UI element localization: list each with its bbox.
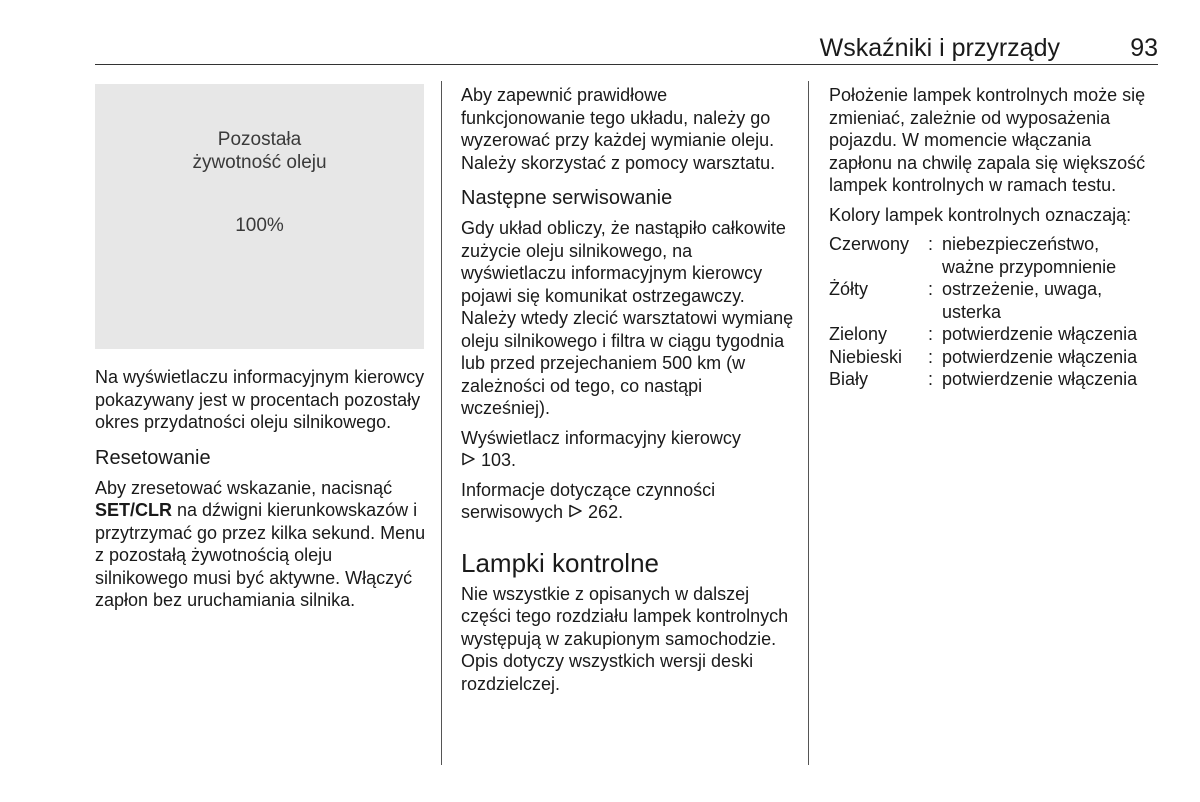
reference-2-page[interactable]: 262. bbox=[588, 502, 624, 522]
column-divider-1 bbox=[441, 81, 442, 765]
color-description: potwierdzenie włączenia bbox=[942, 346, 1138, 367]
color-name: Zielony bbox=[829, 324, 888, 344]
header-rule bbox=[95, 64, 1158, 65]
color-separator: : bbox=[928, 234, 934, 254]
oil-life-label bbox=[95, 84, 424, 174]
color-row-yellow bbox=[829, 278, 1156, 323]
reference-service-info bbox=[461, 479, 794, 524]
color-name: Czerwony bbox=[829, 234, 910, 254]
oil-life-label-line1: Pozostała bbox=[217, 129, 302, 150]
lamp-colors-intro: Kolory lampek kontrolnych oznaczają: bbox=[829, 204, 1132, 225]
column-1 bbox=[95, 84, 427, 619]
reference-2-text: Informacje dotyczące czynności serwisowych bbox=[461, 479, 716, 522]
color-name: Biały bbox=[829, 369, 869, 389]
color-separator: : bbox=[928, 346, 934, 367]
color-row-green bbox=[829, 323, 1156, 346]
color-description: potwierdzenie włączenia bbox=[942, 369, 1138, 389]
section-title: Wskaźniki i przyrządy bbox=[819, 34, 1060, 62]
oil-life-value: 100% bbox=[235, 215, 284, 236]
column-2 bbox=[461, 84, 794, 702]
arrow-reference-icon bbox=[461, 452, 478, 466]
color-separator: : bbox=[928, 279, 934, 299]
color-description: potwierdzenie włączenia bbox=[942, 324, 1138, 344]
intro-paragraph: Na wyświetlaczu informacyjnym kierowcy pokazywany jest w procentach pozostały okres przydatności oleju silnikowego. bbox=[95, 367, 425, 432]
reset-heading: Resetowanie bbox=[95, 446, 211, 469]
reset-continuation-paragraph: Aby zapewnić prawidłowe funkcjonowanie tego układu, należy go wyzerować przy każdej wymianie oleju. Należy skorzystać z pomocy warsztatu. bbox=[461, 85, 776, 173]
reference-1-page[interactable]: 103. bbox=[481, 450, 517, 470]
reset-paragraph bbox=[95, 477, 427, 612]
color-row-blue bbox=[829, 346, 1156, 369]
reset-text-before: Aby zresetować wskazanie, nacisnąć bbox=[95, 477, 393, 498]
set-clr-button-name: SET/CLR bbox=[95, 500, 173, 520]
color-name: Niebieski bbox=[829, 346, 903, 367]
reset-text-after: na dźwigni kierunkowskazów i przytrzymać go przez kilka sekund. Menu z pozostałą żywotnością oleju silnikowego musi być aktywne. Włączyć zapłon bez uruchamiania silnika. bbox=[95, 500, 426, 610]
column-divider-2 bbox=[808, 81, 809, 765]
lamps-paragraph: Nie wszystkie z opisanych w dalszej części tego rozdziału lampek kontrolnych występują w zakupionym samochodzie. Opis dotyczy wszystkich wersji deski rozdzielczej. bbox=[461, 583, 789, 694]
lamps-position-paragraph: Położenie lampek kontrolnych może się zmieniać, zależnie od wyposażenia pojazdu. W momencie włączania zapłonu na chwilę zapala się większość lampek kontrolnych w ramach testu. bbox=[829, 85, 1146, 195]
color-description: niebezpieczeństwo, ważne przypomnienie bbox=[942, 234, 1117, 277]
reference-driver-info-display bbox=[461, 427, 794, 472]
lamps-heading: Lampki kontrolne bbox=[461, 547, 659, 578]
color-row-white bbox=[829, 368, 1156, 391]
oil-life-display-image bbox=[95, 84, 424, 349]
page-number: 93 bbox=[1130, 34, 1158, 62]
next-service-heading: Następne serwisowanie bbox=[461, 187, 673, 209]
reference-1-text: Wyświetlacz informacyjny kierowcy bbox=[461, 427, 741, 448]
color-separator: : bbox=[928, 324, 934, 344]
arrow-reference-icon bbox=[568, 504, 585, 518]
color-description: ostrzeżenie, uwaga, usterka bbox=[942, 279, 1103, 322]
color-row-red bbox=[829, 233, 1156, 278]
lamp-colors-list bbox=[829, 233, 1156, 391]
color-name: Żółty bbox=[829, 279, 869, 299]
column-3 bbox=[829, 84, 1156, 391]
oil-life-label-line2: żywotność oleju bbox=[192, 152, 327, 173]
color-separator: : bbox=[928, 369, 934, 389]
next-service-paragraph: Gdy układ obliczy, że nastąpiło całkowite zużycie oleju silnikowego, na wyświetlaczu informacyjnym kierowcy pojawi się komunikat ostrzegawczy. Należy wtedy zlecić warsztatowi wymianę oleju silnikowego i filtra w ciągu tygodnia lub przed przejechaniem 500 km (w zależności od tego, co nastąpi wcześniej). bbox=[461, 218, 794, 418]
